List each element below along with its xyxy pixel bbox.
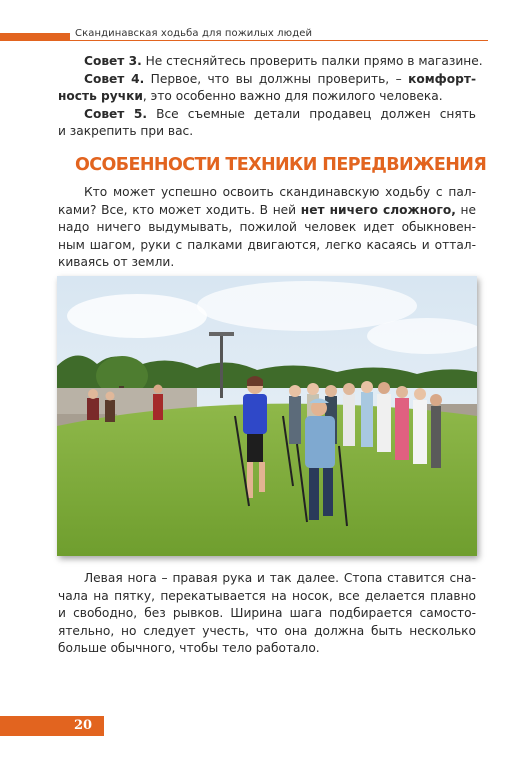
closing-line-2: чала на пятку, перекатывается на носок, все делается плавно — [58, 588, 476, 603]
tip-5-line-1 — [58, 106, 476, 124]
page-number: 20 — [74, 718, 93, 733]
tip-3 — [58, 53, 483, 71]
intro-line-5: киваясь от земли. — [58, 255, 175, 270]
tip-4-line-1 — [58, 71, 476, 89]
intro-line-4: ным шагом, руки с палками двигаются, легко касаясь и оттал- — [58, 237, 476, 252]
tip-4-label: Совет 4. — [84, 71, 145, 86]
tip-4-text-2: , это особенно важно для пожилого человека. — [142, 89, 443, 104]
tip-3-text: Не стесняйтесь проверить палки прямо в магазине. — [141, 54, 483, 68]
tip-5-text-1: Все съемные детали продавец должен снять — [146, 106, 476, 121]
intro-paragraph — [58, 184, 476, 272]
tip-3-label: Совет 3. — [84, 54, 142, 68]
header-rule — [70, 40, 488, 41]
tip-4-bold-1: комфорт- — [408, 71, 476, 86]
section-heading: ОСОБЕННОСТИ ТЕХНИКИ ПЕРЕДВИЖЕНИЯ — [75, 155, 487, 175]
tip-4-bold-2: ность ручки — [58, 89, 143, 104]
tip-5-label: Совет 5. — [84, 106, 147, 121]
closing-paragraph — [58, 570, 476, 658]
intro-line-2 — [58, 202, 476, 220]
nordic-walking-photo — [57, 276, 477, 556]
tips-block — [58, 53, 483, 141]
intro-line-3: надо ничего выдумывать, пожилой человек идет обыкновен- — [58, 220, 476, 235]
intro-line-2-post: не — [455, 202, 476, 217]
tip-5-line-2: и закрепить при вас. — [58, 124, 194, 139]
closing-line-5: больше обычного, чтобы тело работало. — [58, 641, 320, 656]
intro-line-1: Кто может успешно освоить скандинавскую ходьбу с пал- — [84, 185, 476, 199]
closing-line-1: Левая нога – правая рука и так далее. Стопа ставится сна- — [84, 571, 476, 585]
tip-4-text-1: Первое, что вы должны проверить, – — [144, 71, 409, 86]
running-header-title: Скандинавская ходьба для пожилых людей — [75, 28, 313, 39]
intro-line-2-bold: нет ничего сложного, — [300, 202, 456, 217]
header-accent-bar — [0, 33, 70, 41]
intro-line-2-pre: ками? Все, кто может ходить. В ней — [58, 202, 301, 217]
closing-line-4: ятельно, но следует учесть, что она должна быть несколько — [58, 623, 476, 638]
tip-4-line-2 — [58, 88, 476, 106]
closing-line-3: и свободно, без рывков. Ширина шага подбирается самосто- — [58, 606, 476, 621]
